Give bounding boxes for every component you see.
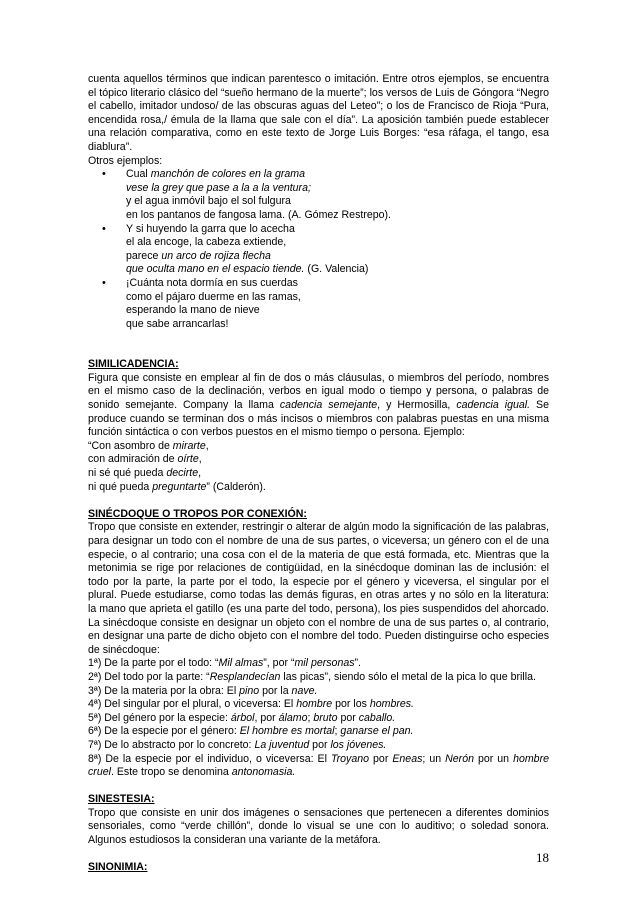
verse-line: el ala encoge, la cabeza extiende,: [126, 236, 287, 249]
species-item: 3ª) De la materia por la obra: El pino por la nave.: [88, 684, 318, 697]
bullet-icon: •: [102, 168, 106, 181]
section-heading-sinestesia: SINESTESIA:: [88, 793, 155, 806]
page-number: 18: [536, 850, 549, 865]
bullet-icon: •: [102, 276, 106, 289]
sinestesia-paragraph: Tropo que consiste en unir dos imágenes o sensaciones que pertenecen a diferentes dominios sensoriales, como “verde chillón”, donde lo visual se une con lo auditivo; o soledad sonora. Algunos estudiosos la consideran una variante de la metáfora.: [88, 806, 549, 847]
otros-ejemplos-label: Otros ejemplos:: [88, 154, 163, 167]
verse-line: que oculta mano en el espacio tiende. (G. Valencia): [126, 263, 369, 276]
verse-line: como el pájaro duerme en las ramas,: [126, 290, 301, 303]
verse-line: que sabe arrancarlas!: [126, 317, 229, 330]
example-line: “Con asombro de mirarte,: [88, 439, 209, 452]
species-item: 4ª) Del singular por el plural, o viceversa: El hombre por los hombres.: [88, 698, 415, 711]
verse-line: Y si huyendo la garra que lo acecha: [126, 222, 295, 235]
verse-line: vese la grey que pase a la a la ventura;: [126, 181, 311, 194]
section-heading-sinonimia: SINONIMIA:: [88, 861, 148, 874]
verse-line: ¡Cuánta nota dormía en sus cuerdas: [126, 276, 298, 289]
sinecdoque-paragraph: Tropo que consiste en extender, restringir o alterar de algún modo la significación de las palabras, para designar un todo con el nombre de una de sus partes, o viceversa; un género con el de una especie, o al contrario; una cosa con el de la materia de que está formada, etc. Mientras que la metonimia se rige por relaciones de contigüidad, en la sinécdoque dominan las de inclusión: el todo por la parte, la parte por el todo, la especie por el género y viceversa, el singular por el plural. Puede estudiarse, como todas las demás figuras, en otras artes y no sólo en la literatura: la mano que aprieta el gatillo (es una parte del todo, persona), los pies suspendidos del ahorcado. La sinécdoque consiste en designar un objeto con el nombre de una de sus partes o, al contrario, en designar una parte de dicho objeto con el nombre del todo. Pueden distinguirse ocho especies de sinécdoque:: [88, 521, 549, 656]
poem-list: [88, 168, 549, 331]
section-heading-sinecdoque: SINÉCDOQUE O TROPOS POR CONEXIÓN:: [88, 507, 307, 520]
example-line: con admiración de oírte,: [88, 453, 202, 466]
verse-line: parece un arco de rojiza flecha: [126, 249, 271, 262]
poem-1: [88, 168, 549, 222]
intro-paragraph: cuenta aquellos términos que indican parentesco o imitación. Entre otros ejemplos, se encuentra el tópico literario clásico del “sueño hermano de la muerte”; los versos de Luis de Góngora “Negro el cabello, imitador undoso/ de las obscuras aguas del Leteo”; o los de Francisco de Rioja “Pura, encendida rosa,/ émula de la llama que sale con el día”. La aposición también puede establecer una relación comparativa, como en este texto de Jorge Luis Borges: “esa ráfaga, el tango, esa diablura”.: [88, 73, 549, 153]
species-item: 1ª) De la parte por el todo: “Mil almas”, por “mil personas”.: [88, 657, 362, 670]
similicadencia-paragraph: Figura que consiste en emplear al fin de dos o más cláusulas, o miembros del período, nombres en el mismo caso de la declinación, verbos en igual modo o tiempo y persona, o palabras de sonido semejante. Company la llama cadencia semejante, y Hermosilla, cadencia igual. Se produce cuando se terminan dos o más incisos o miembros con palabras puestas en una misma función sintáctica o con verbos puestos en el mismo tiempo o persona. Ejemplo:: [88, 371, 550, 439]
verse-line: en los pantanos de fangosa lama. (A. Gómez Restrepo).: [126, 208, 391, 221]
poem-2: [88, 223, 549, 277]
species-item: 7ª) De lo abstracto por lo concreto: La juventud por los jóvenes.: [88, 738, 387, 751]
section-heading-similicadencia: SIMILICADENCIA:: [88, 358, 179, 371]
species-item: 5ª) Del género por la especie: árbol, por álamo; bruto por caballo.: [88, 711, 396, 724]
species-item: 2ª) Del todo por la parte: “Resplandecían las picas”, siendo sólo el metal de la pica lo que brilla.: [88, 670, 536, 683]
example-line: ni sé qué pueda decirte,: [88, 467, 202, 480]
poem-3: [88, 277, 549, 331]
bullet-icon: •: [102, 222, 106, 235]
species-item: 6ª) De la especie por el género: El hombre es mortal; ganarse el pan.: [88, 725, 414, 738]
verse-line: esperando la mano de nieve: [126, 304, 260, 317]
page-body: [88, 73, 549, 875]
verse-line: Cual manchón de colores en la grama: [126, 168, 306, 181]
example-line: ni qué pueda preguntarte” (Calderón).: [88, 480, 266, 493]
verse-line: y el agua inmóvil bajo el sol fulgura: [126, 195, 291, 208]
species-item: 8ª) De la especie por el individuo, o viceversa: El Troyano por Eneas; un Nerón por un hombre cruel. Este tropo se denomina antonomasia.: [88, 752, 549, 779]
